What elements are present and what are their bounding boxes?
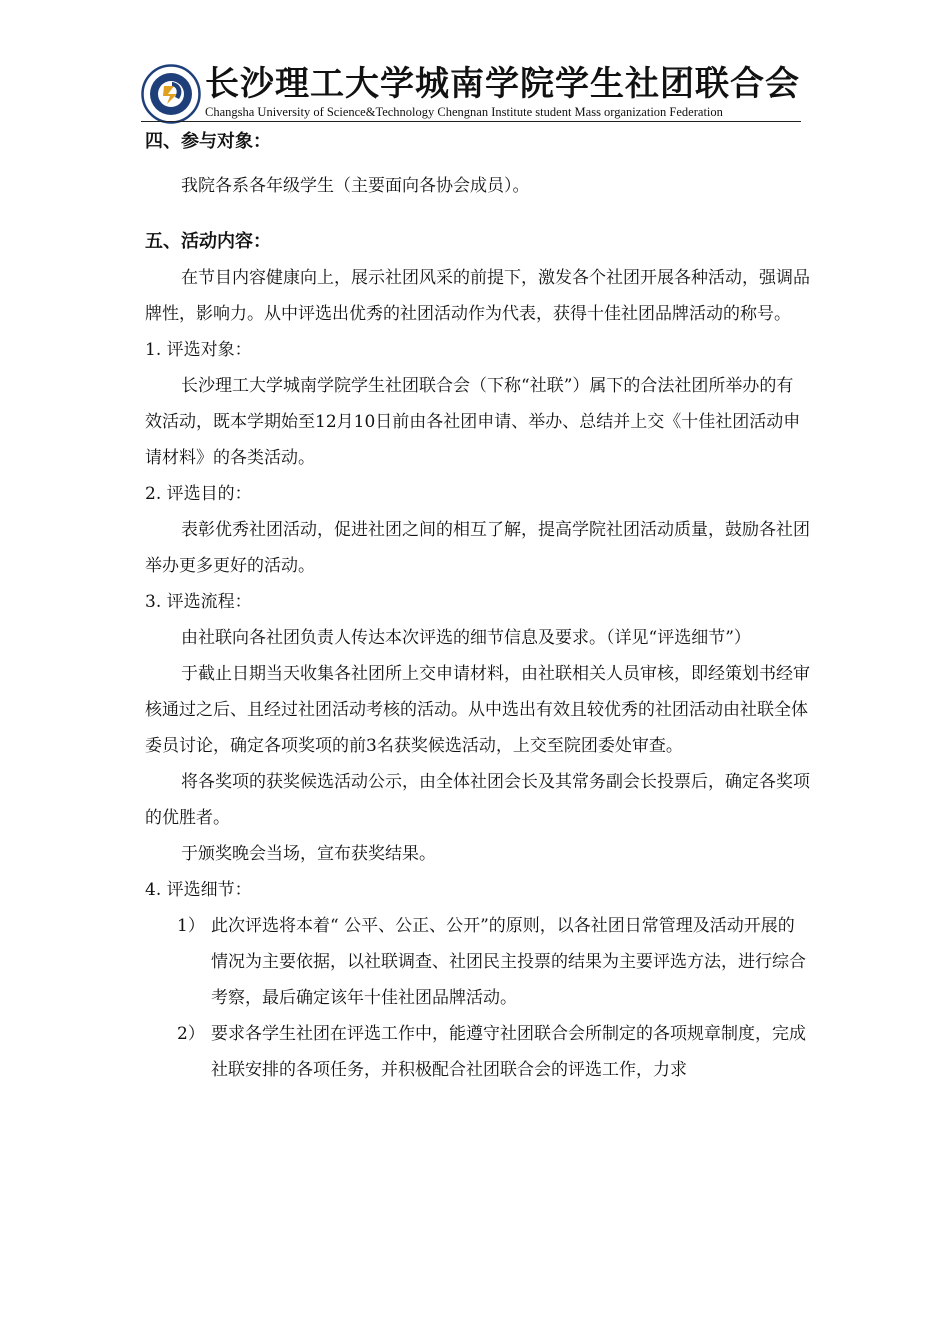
list-item [145, 908, 810, 1016]
header-divider [141, 121, 801, 122]
org-subtitle: Changsha University of Science&Technology Chengnan Institute student Mass organization Federation [205, 105, 723, 119]
document-body [145, 124, 810, 1088]
list-marker: 1） [177, 916, 205, 936]
item-label-process: 3. 评选流程： [145, 592, 252, 612]
org-title: 长沙理工大学城南学院学生社团联合会 [205, 64, 800, 104]
item-label-target: 1. 评选对象： [145, 340, 252, 360]
content-intro: 在节目内容健康向上，展示社团风采的前提下，激发各个社团开展各种活动，强调品牌性，影响力。从中评选出优秀的社团活动作为代表，获得十佳社团品牌活动的称号。 [145, 268, 810, 324]
federation-logo-icon [141, 64, 201, 124]
list-item-text: 要求各学生社团在评选工作中，能遵守社团联合会所制定的各项规章制度，完成社联安排的各项任务，并积极配合社团联合会的评选工作，力求 [211, 1024, 806, 1080]
item-paragraph: 于颁奖晚会当场，宣布获奖结果。 [181, 844, 436, 864]
item-label-purpose: 2. 评选目的： [145, 484, 252, 504]
participants-text: 我院各系各年级学生（主要面向各协会成员）。 [181, 176, 530, 196]
item-paragraph: 长沙理工大学城南学院学生社团联合会（下称“社联”）属下的合法社团所举办的有效活动，既本学期始至12月10日前由各社团申请、举办、总结并上交《十佳社团活动申请材料》的各类活动。 [145, 376, 801, 468]
item-paragraph: 表彰优秀社团活动，促进社团之间的相互了解，提高学院社团活动质量，鼓励各社团举办更多更好的活动。 [145, 520, 810, 576]
item-paragraph: 由社联向各社团负责人传达本次评选的细节信息及要求。（详见“评选细节”） [181, 628, 751, 648]
section-heading-content: 五、活动内容： [145, 231, 271, 252]
item-paragraph: 于截止日期当天收集各社团所上交申请材料，由社联相关人员审核，即经策划书经审核通过之后、且经过社团活动考核的活动。从中选出有效且较优秀的社团活动由社联全体委员讨论，确定各项奖项的前3名获奖候选活动，上交至院团委处审查。 [145, 664, 810, 756]
list-marker: 2） [177, 1024, 205, 1044]
item-label-details: 4. 评选细节： [145, 880, 252, 900]
item-paragraph: 将各奖项的获奖候选活动公示，由全体社团会长及其常务副会长投票后，确定各奖项的优胜者。 [145, 772, 810, 828]
list-item-text: 此次评选将本着“ 公平、公正、公开”的原则，以各社团日常管理及活动开展的情况为主要依据，以社联调查、社团民主投票的结果为主要评选方法，进行综合考察，最后确定该年十佳社团品牌活动。 [211, 916, 806, 1008]
letterhead [141, 62, 801, 122]
list-item [145, 1016, 810, 1088]
section-heading-participants: 四、参与对象： [145, 131, 271, 152]
